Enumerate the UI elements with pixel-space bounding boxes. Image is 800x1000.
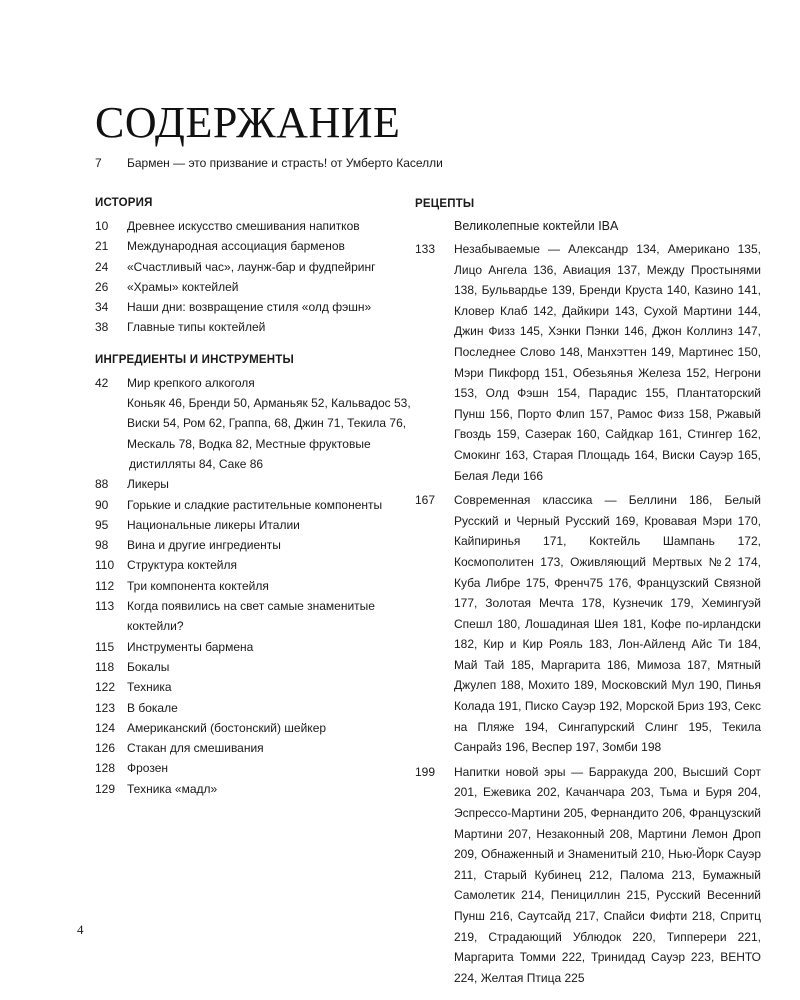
- intro-text: Бармен — это призвание и страсть! от Умберто Каселли: [127, 156, 443, 170]
- toc-page: 88: [95, 477, 109, 492]
- toc-text: Напитки новой эры — Барракуда 200, Высший Сорт 201, Ежевика 202, Качанчара 203, Тьма и Буря 204, Эспрессо-Мартини 205, Фернандито 206, Французский Мартини 207, Незаконный 208, Мартини Лемон Дроп 209, Обнаженный и Знаменитый 210, Нью-Йорк Сауэр 211, Старый Кубинец 212, Палома 213, Бумажный Самолетик 214, Пенициллин 215, Русский Весенний Пунш 216, Саутсайд 217, Спайси Фифти 218, Спритц 219, Страдающий Ублюдок 220, Типперери 221, Маргарита Томми 222, Тринидад Сауэр 223, ВЕНТО 224, Желтая Птица 225: [454, 764, 761, 985]
- toc-entry: [95, 297, 415, 317]
- toc-page: 34: [95, 300, 109, 315]
- toc-entry: [95, 637, 415, 657]
- toc-text: Наши дни: возвращение стиля «олд фэшн»: [127, 300, 372, 315]
- toc-page: 90: [95, 497, 109, 512]
- recipes-list: [415, 239, 761, 988]
- toc-entry: [95, 317, 415, 337]
- toc-page: 98: [95, 538, 109, 553]
- toc-page: 118: [95, 659, 115, 674]
- toc-entry: [95, 596, 415, 637]
- toc-text: Главные типы коктейлей: [127, 320, 266, 335]
- toc-text: Древнее искусство смешивания напитков: [127, 219, 360, 233]
- toc-page: 21: [95, 239, 109, 254]
- toc-text: «Счастливый час», лаунж-бар и фудпейринг: [127, 259, 376, 274]
- toc-page: 129: [95, 781, 116, 796]
- spirits-line: Коньяк 46, Бренди 50, Арманьяк 52, Кальвадос 53,: [127, 396, 411, 411]
- spirits-line: дистилляты 84, Саке 86: [129, 456, 264, 471]
- toc-entry: [95, 718, 415, 738]
- toc-entry: [95, 677, 415, 697]
- toc-text: Американский (бостонский) шейкер: [127, 720, 327, 735]
- spirits-line: Мескаль 78, Водка 82, Местные фруктовые: [127, 436, 371, 451]
- toc-text: Современная классика — Беллини 186, Белый Русский и Черный Русский 169, Кровавая Мэри 170, Кайпиринья 171, Коктейль Шампань 172, Космополитен 173, Оживляющий Мертвых №2 174, Куба Либре 175, Френч75 176, Французский Связной 177, Золотая Мечта 178, Кузнечик 179, Хемингуэй Спешл 180, Лошадиная Шея 181, Кофе по-ирландски 182, Кир и Кир Рояль 183, Лон-Айленд Айс Ти 184, Май Тай 185, Маргарита 186, Мимоза 187, Мятный Джулеп 188, Мохито 189, Московский Мул 190, Пинья Колада 191, Писко Сауэр 192, Морской Бриз 193, Секс на Пляже 194, Сингапурский Слинг 195, Текила Санрайз 196, Веспер 197, Зомби 198: [454, 493, 761, 755]
- toc-entry: [95, 257, 415, 277]
- toc-entry: [95, 758, 415, 778]
- intro-page: 7: [95, 156, 102, 170]
- toc-page: 122: [95, 680, 116, 695]
- ingredients-list: [95, 474, 415, 799]
- toc-entry: [95, 216, 415, 236]
- toc-text: Национальные ликеры Италии: [127, 517, 300, 532]
- toc-page: 24: [95, 259, 109, 274]
- toc-text: «Храмы» коктейлей: [127, 279, 239, 294]
- intro-entry: [95, 155, 443, 171]
- ingredients-heading: ИНГРЕДИЕНТЫ И ИНСТРУМЕНТЫ: [95, 353, 294, 366]
- toc-page: 38: [95, 320, 109, 335]
- toc-entry: [95, 779, 415, 799]
- right-column: [415, 197, 761, 988]
- toc-page: 167: [415, 493, 436, 508]
- toc-text: Когда появились на свет самые знаменитые коктейли?: [127, 599, 375, 634]
- toc-text: Международная ассоциация барменов: [127, 239, 345, 254]
- toc-entry: [95, 277, 415, 297]
- toc-entry: [95, 474, 415, 494]
- toc-entry: [95, 738, 415, 758]
- toc-entry: [95, 236, 415, 256]
- toc-page: 133: [415, 242, 436, 256]
- toc-text: Ликеры: [127, 477, 169, 492]
- history-heading: ИСТОРИЯ: [95, 197, 153, 209]
- toc-page: 112: [95, 578, 115, 593]
- toc-page: 115: [95, 639, 115, 654]
- toc-text: Три компонента коктейля: [127, 578, 269, 593]
- recipes-heading: РЕЦЕПТЫ: [415, 198, 475, 210]
- left-column: [95, 196, 415, 799]
- toc-entry: [415, 762, 761, 989]
- toc-entry: [95, 515, 415, 535]
- toc-page: 128: [95, 761, 116, 776]
- toc-entry: [95, 555, 415, 575]
- toc-text: Стакан для смешивания: [127, 741, 264, 756]
- spirits-line: Виски 54, Ром 62, Граппа, 68, Джин 71, Текила 76,: [127, 416, 407, 431]
- toc-entry: [415, 490, 761, 758]
- toc-entry: [95, 535, 415, 555]
- toc-entry: [95, 373, 415, 393]
- toc-text: Горькие и сладкие растительные компоненты: [127, 497, 383, 512]
- page-number: 4: [77, 922, 84, 937]
- toc-page: 26: [95, 279, 109, 294]
- toc-page: 110: [95, 558, 115, 573]
- page-title: СОДЕРЖАНИЕ: [95, 98, 401, 147]
- toc-text: Фрозен: [127, 761, 169, 776]
- recipes-subtitle: Великолепные коктейли IBA: [454, 219, 619, 233]
- toc-text: В бокале: [127, 700, 178, 715]
- toc-page: 126: [95, 741, 116, 756]
- toc-page: 123: [95, 700, 116, 715]
- toc-page: 113: [95, 599, 115, 614]
- toc-text: Техника: [127, 680, 172, 695]
- toc-text: Бокалы: [127, 659, 170, 674]
- toc-page: 42: [95, 375, 109, 390]
- toc-entry: [415, 239, 761, 486]
- toc-page: 124: [95, 720, 116, 735]
- toc-text: Незабываемые — Александр 134, Американо 135, Лицо Ангела 136, Авиация 137, Между Простынями 138, Бульвардье 139, Бренди Круста 140, Казино 141, Кловер Клаб 142, Дайкири 143, Сухой Мартини 144, Джин Физз 145, Хэнки Пэнки 146, Джон Коллинз 147, Последнее Слово 148, Манхэттен 149, Мартинес 150, Мэри Пикфорд 151, Обезьянья Железа 152, Негрони 153, Олд Фэшн 154, Парадис 155, Плантаторский Пунш 156, Порто Флип 157, Рамос Физз 158, Ржавый Гвоздь 159, Сазерак 160, Сайдкар 161, Стингер 162, Смокинг 163, Старая Площадь 164, Виски Сауэр 165, Белая Леди 166: [454, 242, 761, 483]
- toc-entry: [95, 576, 415, 596]
- toc-text: Техника «мадл»: [127, 781, 218, 796]
- toc-page: 95: [95, 517, 109, 532]
- toc-page: 10: [95, 219, 109, 233]
- toc-text: Инструменты бармена: [127, 639, 254, 654]
- toc-text: Мир крепкого алкоголя: [127, 375, 255, 390]
- toc-page: 199: [415, 764, 436, 779]
- toc-text: Вина и другие ингредиенты: [127, 538, 281, 553]
- toc-text: Структура коктейля: [127, 558, 237, 573]
- toc-entry: [95, 698, 415, 718]
- toc-entry: [95, 657, 415, 677]
- history-list: [95, 216, 415, 338]
- toc-entry: [95, 495, 415, 515]
